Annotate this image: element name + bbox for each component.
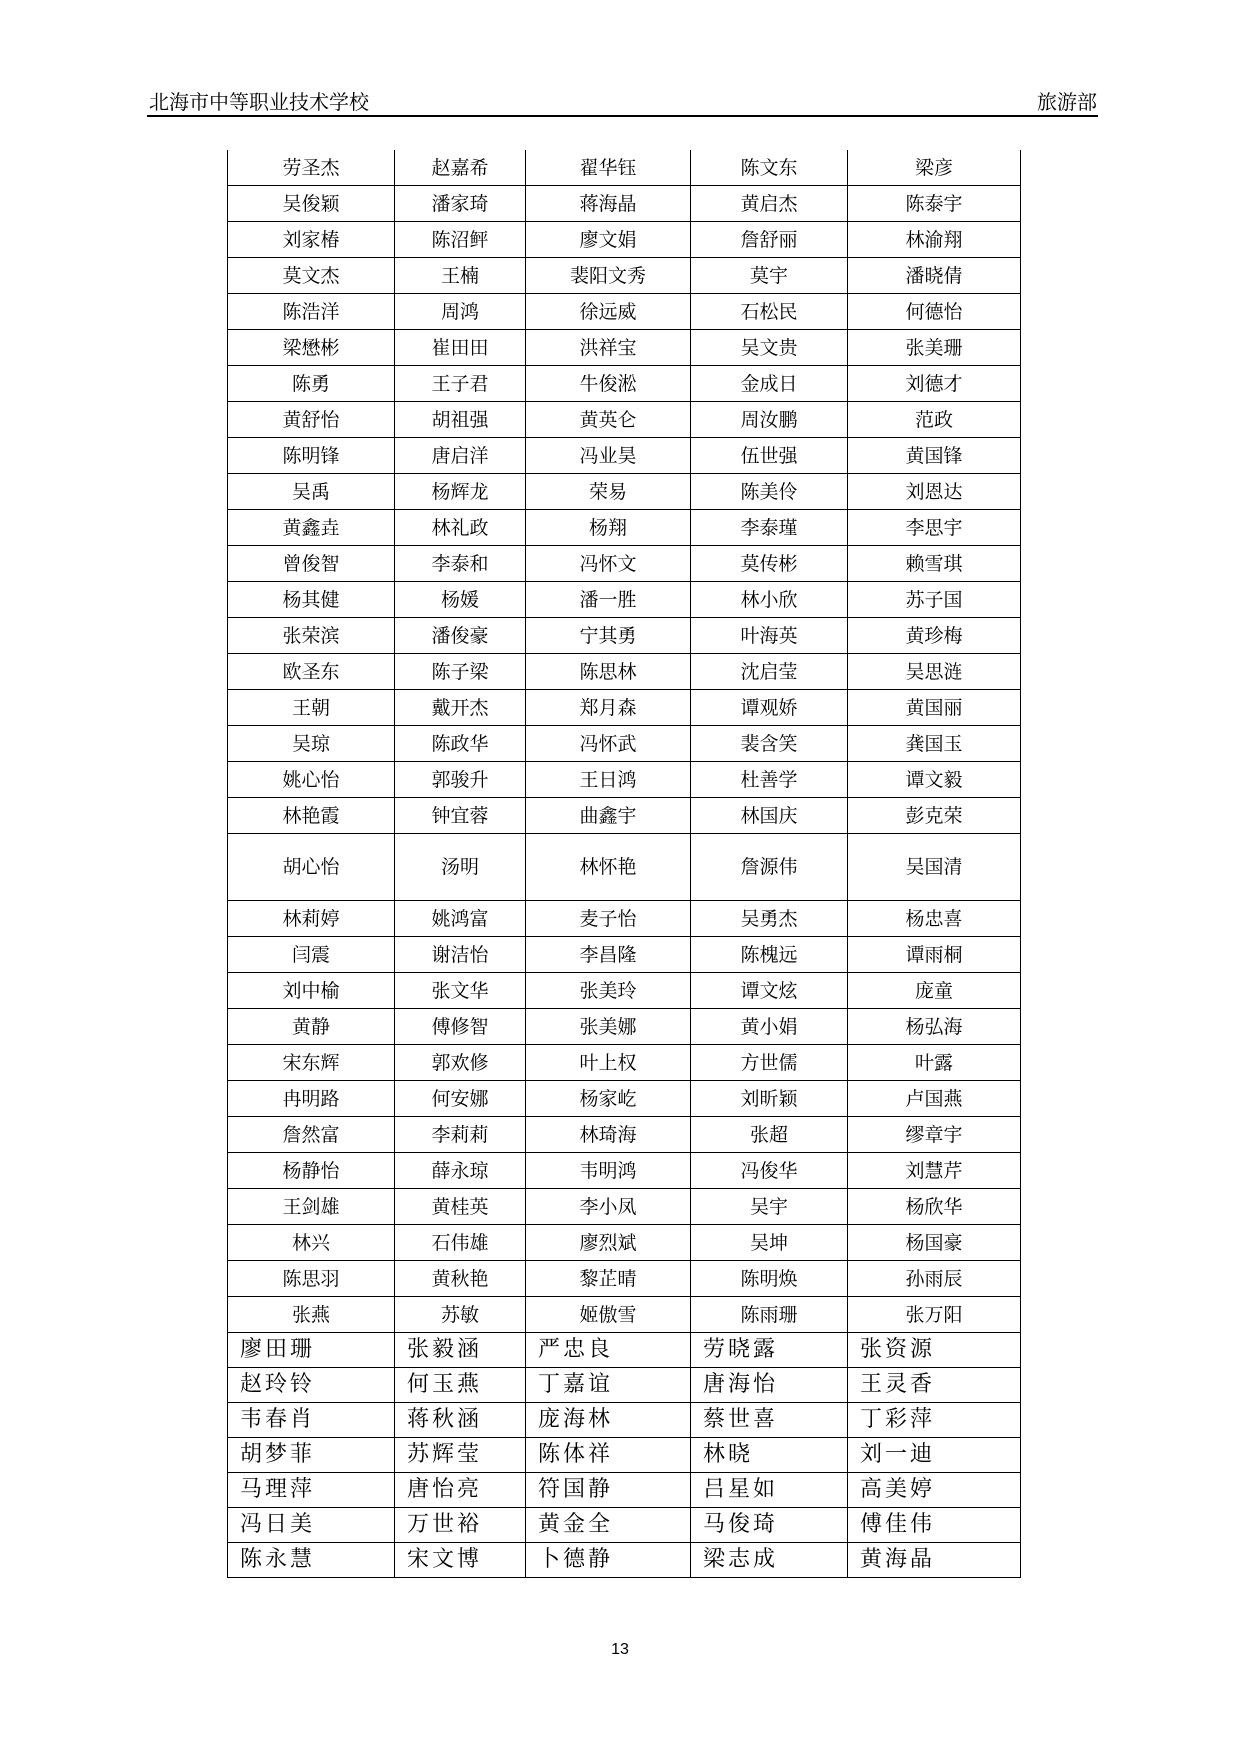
name-cell: 杨翔 (526, 510, 691, 546)
name-cell: 吴禹 (228, 474, 395, 510)
school-name: 北海市中等职业技术学校 (149, 90, 369, 114)
name-cell: 吴国清 (848, 834, 1021, 901)
name-cell: 孙雨辰 (848, 1261, 1021, 1297)
table-row (228, 222, 1021, 258)
name-cell: 严忠良 (526, 1333, 691, 1368)
name-cell: 詹舒丽 (691, 222, 848, 258)
name-cell: 万世裕 (395, 1508, 526, 1543)
table-row (228, 258, 1021, 294)
name-cell: 荣易 (526, 474, 691, 510)
name-cell: 方世儒 (691, 1045, 848, 1081)
name-cell: 张燕 (228, 1297, 395, 1333)
name-cell: 黄秋艳 (395, 1261, 526, 1297)
name-cell: 张万阳 (848, 1297, 1021, 1333)
table-row (228, 1438, 1021, 1473)
name-cell: 杨静怡 (228, 1153, 395, 1189)
table-row (228, 366, 1021, 402)
name-cell: 崔田田 (395, 330, 526, 366)
name-cell: 劳晓露 (691, 1333, 848, 1368)
name-list-table (227, 150, 1021, 1578)
table-row (228, 1045, 1021, 1081)
name-cell: 黄国丽 (848, 690, 1021, 726)
name-cell: 陈体祥 (526, 1438, 691, 1473)
name-cell: 吴俊颖 (228, 186, 395, 222)
name-cell: 刘慧芹 (848, 1153, 1021, 1189)
name-cell: 李小凤 (526, 1189, 691, 1225)
name-cell: 陈明锋 (228, 438, 395, 474)
name-cell: 黄静 (228, 1009, 395, 1045)
name-cell: 裴含笑 (691, 726, 848, 762)
name-cell: 王剑雄 (228, 1189, 395, 1225)
table-row (228, 1368, 1021, 1403)
name-cell: 陈槐远 (691, 937, 848, 973)
name-cell: 陈子梁 (395, 654, 526, 690)
table-row (228, 618, 1021, 654)
name-cell: 林渝翔 (848, 222, 1021, 258)
name-cell: 陈思羽 (228, 1261, 395, 1297)
name-cell: 薛永琼 (395, 1153, 526, 1189)
name-cell: 冯怀武 (526, 726, 691, 762)
name-cell: 苏辉莹 (395, 1438, 526, 1473)
table-row (228, 1333, 1021, 1368)
header-divider (147, 115, 1098, 117)
name-cell: 潘俊豪 (395, 618, 526, 654)
name-cell: 陈永慧 (228, 1543, 395, 1578)
name-cell: 唐海怡 (691, 1368, 848, 1403)
table-row (228, 330, 1021, 366)
name-cell: 陈政华 (395, 726, 526, 762)
name-cell: 庞童 (848, 973, 1021, 1009)
name-cell: 张文华 (395, 973, 526, 1009)
name-cell: 廖文娟 (526, 222, 691, 258)
name-cell: 杨家屹 (526, 1081, 691, 1117)
name-cell: 石伟雄 (395, 1225, 526, 1261)
name-cell: 陈明焕 (691, 1261, 848, 1297)
name-cell: 翟华钰 (526, 150, 691, 186)
name-cell: 傅佳伟 (848, 1508, 1021, 1543)
table-row (228, 762, 1021, 798)
name-list-body (228, 150, 1021, 1578)
name-cell: 戴开杰 (395, 690, 526, 726)
name-cell: 李思宇 (848, 510, 1021, 546)
name-cell: 冯日美 (228, 1508, 395, 1543)
name-cell: 吴琼 (228, 726, 395, 762)
name-cell: 刘中榆 (228, 973, 395, 1009)
name-cell: 丁嘉谊 (526, 1368, 691, 1403)
name-cell: 石松民 (691, 294, 848, 330)
name-cell: 陈雨珊 (691, 1297, 848, 1333)
name-cell: 胡祖强 (395, 402, 526, 438)
name-cell: 沈启莹 (691, 654, 848, 690)
name-cell: 吕星如 (691, 1473, 848, 1508)
name-cell: 姚心怡 (228, 762, 395, 798)
name-cell: 吴思涟 (848, 654, 1021, 690)
name-cell: 冯业昊 (526, 438, 691, 474)
name-cell: 陈文东 (691, 150, 848, 186)
name-cell: 郑月森 (526, 690, 691, 726)
name-cell: 杨媛 (395, 582, 526, 618)
table-row (228, 1117, 1021, 1153)
name-cell: 林琦海 (526, 1117, 691, 1153)
name-cell: 杨国豪 (848, 1225, 1021, 1261)
name-cell: 王朝 (228, 690, 395, 726)
name-cell: 谢洁怡 (395, 937, 526, 973)
table-row (228, 402, 1021, 438)
name-cell: 黄桂英 (395, 1189, 526, 1225)
name-cell: 钟宜蓉 (395, 798, 526, 834)
name-cell: 范政 (848, 402, 1021, 438)
name-cell: 李莉莉 (395, 1117, 526, 1153)
name-cell: 曾俊智 (228, 546, 395, 582)
name-cell: 王灵香 (848, 1368, 1021, 1403)
name-cell: 劳圣杰 (228, 150, 395, 186)
name-cell: 杨欣华 (848, 1189, 1021, 1225)
name-cell: 缪章宇 (848, 1117, 1021, 1153)
name-cell: 黄珍梅 (848, 618, 1021, 654)
name-cell: 廖烈斌 (526, 1225, 691, 1261)
name-cell: 刘恩达 (848, 474, 1021, 510)
name-cell: 苏子国 (848, 582, 1021, 618)
name-cell: 韦明鸿 (526, 1153, 691, 1189)
name-cell: 卢国燕 (848, 1081, 1021, 1117)
name-cell: 叶海英 (691, 618, 848, 654)
name-cell: 刘德才 (848, 366, 1021, 402)
name-cell: 牛俊淞 (526, 366, 691, 402)
name-cell: 李泰和 (395, 546, 526, 582)
name-cell: 赖雪琪 (848, 546, 1021, 582)
table-row (228, 1543, 1021, 1578)
name-cell: 王日鸿 (526, 762, 691, 798)
name-cell: 汤明 (395, 834, 526, 901)
name-cell: 林怀艳 (526, 834, 691, 901)
name-cell: 黄金全 (526, 1508, 691, 1543)
name-cell: 冯俊华 (691, 1153, 848, 1189)
name-cell: 黄英仑 (526, 402, 691, 438)
name-cell: 曲鑫宇 (526, 798, 691, 834)
name-cell: 何玉燕 (395, 1368, 526, 1403)
name-cell: 郭欢修 (395, 1045, 526, 1081)
name-cell: 詹源伟 (691, 834, 848, 901)
table-row (228, 1261, 1021, 1297)
name-cell: 李泰瑾 (691, 510, 848, 546)
name-cell: 周汝鹏 (691, 402, 848, 438)
name-cell: 徐远威 (526, 294, 691, 330)
name-cell: 黎芷晴 (526, 1261, 691, 1297)
name-cell: 杨辉龙 (395, 474, 526, 510)
name-cell: 胡心怡 (228, 834, 395, 901)
name-cell: 欧圣东 (228, 654, 395, 690)
table-row (228, 582, 1021, 618)
name-cell: 黄国锋 (848, 438, 1021, 474)
table-row (228, 474, 1021, 510)
name-cell: 洪祥宝 (526, 330, 691, 366)
table-row (228, 798, 1021, 834)
name-cell: 闫震 (228, 937, 395, 973)
name-cell: 冉明路 (228, 1081, 395, 1117)
name-cell: 黄小娟 (691, 1009, 848, 1045)
name-cell: 李昌隆 (526, 937, 691, 973)
name-cell: 刘昕颖 (691, 1081, 848, 1117)
name-cell: 马俊琦 (691, 1508, 848, 1543)
name-cell: 符国静 (526, 1473, 691, 1508)
name-cell: 马理萍 (228, 1473, 395, 1508)
name-cell: 陈美伶 (691, 474, 848, 510)
table-row (228, 901, 1021, 937)
name-cell: 叶露 (848, 1045, 1021, 1081)
table-row (228, 438, 1021, 474)
name-cell: 裴阳文秀 (526, 258, 691, 294)
name-cell: 赵玲铃 (228, 1368, 395, 1403)
name-cell: 麦子怡 (526, 901, 691, 937)
table-row (228, 1508, 1021, 1543)
name-cell: 龚国玉 (848, 726, 1021, 762)
name-cell: 莫文杰 (228, 258, 395, 294)
name-cell: 伍世强 (691, 438, 848, 474)
name-cell: 陈浩洋 (228, 294, 395, 330)
name-cell: 张荣滨 (228, 618, 395, 654)
table-row (228, 1081, 1021, 1117)
name-cell: 詹然富 (228, 1117, 395, 1153)
name-cell: 叶上权 (526, 1045, 691, 1081)
name-cell: 黄鑫垚 (228, 510, 395, 546)
name-cell: 陈泰宇 (848, 186, 1021, 222)
name-cell: 郭骏升 (395, 762, 526, 798)
name-cell: 廖田珊 (228, 1333, 395, 1368)
name-cell: 刘一迪 (848, 1438, 1021, 1473)
name-cell: 金成日 (691, 366, 848, 402)
name-cell: 王子君 (395, 366, 526, 402)
name-cell: 姚鸿富 (395, 901, 526, 937)
name-cell: 张美娜 (526, 1009, 691, 1045)
name-cell: 刘家椿 (228, 222, 395, 258)
name-cell: 胡梦菲 (228, 1438, 395, 1473)
table-row (228, 1189, 1021, 1225)
table-row (228, 973, 1021, 1009)
name-cell: 高美婷 (848, 1473, 1021, 1508)
name-cell: 林小欣 (691, 582, 848, 618)
name-cell: 宋东辉 (228, 1045, 395, 1081)
name-cell: 蒋海晶 (526, 186, 691, 222)
name-cell: 吴勇杰 (691, 901, 848, 937)
name-cell: 梁懋彬 (228, 330, 395, 366)
name-cell: 杨弘海 (848, 1009, 1021, 1045)
table-row (228, 1403, 1021, 1438)
name-cell: 张美珊 (848, 330, 1021, 366)
name-cell: 宁其勇 (526, 618, 691, 654)
name-cell: 姬傲雪 (526, 1297, 691, 1333)
table-row (228, 510, 1021, 546)
name-cell: 宋文博 (395, 1543, 526, 1578)
name-cell: 吴文贵 (691, 330, 848, 366)
name-cell: 谭文毅 (848, 762, 1021, 798)
name-cell: 苏敏 (395, 1297, 526, 1333)
name-cell: 林国庆 (691, 798, 848, 834)
name-cell: 唐启洋 (395, 438, 526, 474)
table-row (228, 1225, 1021, 1261)
name-cell: 杨忠喜 (848, 901, 1021, 937)
name-cell: 蒋秋涵 (395, 1403, 526, 1438)
name-cell: 吴宇 (691, 1189, 848, 1225)
name-cell: 林莉婷 (228, 901, 395, 937)
name-cell: 林兴 (228, 1225, 395, 1261)
name-cell: 张毅涵 (395, 1333, 526, 1368)
name-cell: 林礼政 (395, 510, 526, 546)
name-cell: 梁志成 (691, 1543, 848, 1578)
name-cell: 何德怡 (848, 294, 1021, 330)
name-cell: 张超 (691, 1117, 848, 1153)
name-cell: 蔡世喜 (691, 1403, 848, 1438)
name-cell: 何安娜 (395, 1081, 526, 1117)
department-name: 旅游部 (1037, 90, 1097, 114)
name-cell: 陈沼鲆 (395, 222, 526, 258)
name-cell: 莫宇 (691, 258, 848, 294)
name-cell: 赵嘉希 (395, 150, 526, 186)
name-cell: 杨其健 (228, 582, 395, 618)
name-cell: 林晓 (691, 1438, 848, 1473)
name-cell: 彭克荣 (848, 798, 1021, 834)
table-row (228, 937, 1021, 973)
name-cell: 潘一胜 (526, 582, 691, 618)
name-cell: 王楠 (395, 258, 526, 294)
name-cell: 杜善学 (691, 762, 848, 798)
name-cell: 张美玲 (526, 973, 691, 1009)
table-row (228, 1297, 1021, 1333)
name-cell: 韦春肖 (228, 1403, 395, 1438)
name-cell: 潘家琦 (395, 186, 526, 222)
name-cell: 冯怀文 (526, 546, 691, 582)
table-row (228, 726, 1021, 762)
name-cell: 莫传彬 (691, 546, 848, 582)
name-cell: 张资源 (848, 1333, 1021, 1368)
table-row (228, 1009, 1021, 1045)
table-row (228, 834, 1021, 901)
name-cell: 黄舒怡 (228, 402, 395, 438)
name-cell: 林艳霞 (228, 798, 395, 834)
name-cell: 吴坤 (691, 1225, 848, 1261)
name-cell: 周鸿 (395, 294, 526, 330)
page-number: 13 (611, 1641, 629, 1658)
name-cell: 陈思林 (526, 654, 691, 690)
table-row (228, 294, 1021, 330)
name-cell: 谭观娇 (691, 690, 848, 726)
name-cell: 傅修智 (395, 1009, 526, 1045)
name-cell: 陈勇 (228, 366, 395, 402)
name-cell: 梁彦 (848, 150, 1021, 186)
table-row (228, 654, 1021, 690)
table-row (228, 546, 1021, 582)
name-cell: 黄海晶 (848, 1543, 1021, 1578)
name-cell: 丁彩萍 (848, 1403, 1021, 1438)
name-cell: 唐怡亮 (395, 1473, 526, 1508)
name-cell: 黄启杰 (691, 186, 848, 222)
table-row (228, 150, 1021, 186)
table-row (228, 690, 1021, 726)
name-cell: 庞海林 (526, 1403, 691, 1438)
table-row (228, 1473, 1021, 1508)
name-cell: 潘晓倩 (848, 258, 1021, 294)
table-row (228, 1153, 1021, 1189)
name-cell: 谭雨桐 (848, 937, 1021, 973)
name-cell: 谭文炫 (691, 973, 848, 1009)
name-cell: 卜德静 (526, 1543, 691, 1578)
table-row (228, 186, 1021, 222)
